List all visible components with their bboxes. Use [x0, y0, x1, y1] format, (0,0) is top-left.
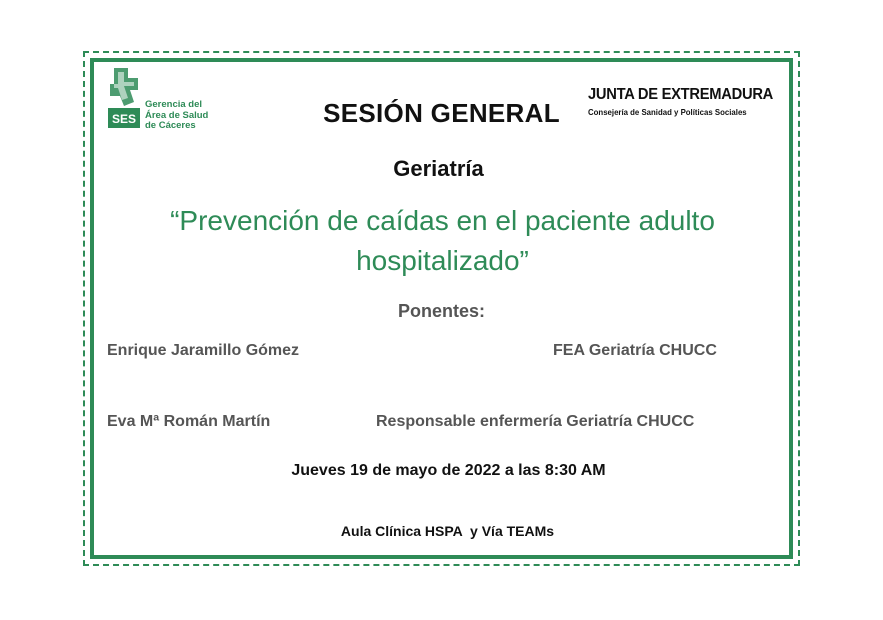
- speaker-1-role: FEA Geriatría CHUCC: [553, 342, 717, 359]
- speaker-2-name: Eva Mª Román Martín: [107, 413, 271, 430]
- gerencia-line-2: Área de Salud: [145, 109, 209, 121]
- gerencia-line-1: Gerencia del: [145, 99, 203, 110]
- speaker-2-role: Responsable enfermería Geriatría CHUCC: [376, 413, 695, 430]
- ses-abbr: SES: [111, 112, 137, 126]
- junta-title: JUNTA DE EXTREMADURA: [588, 86, 774, 103]
- session-venue-text: Aula Clínica HSPA y Vía TEAMs: [340, 523, 555, 539]
- ponentes-heading: [0, 301, 883, 322]
- ponentes-text: Ponentes:: [397, 301, 485, 321]
- session-date: [0, 462, 883, 480]
- specialty: [0, 156, 883, 182]
- session-title: [0, 98, 883, 129]
- junta-subtitle: Consejería de Sanidad y Políticas Sociales: [588, 107, 747, 117]
- session-venue: [0, 523, 883, 539]
- session-title-text: SESIÓN GENERAL: [323, 98, 560, 128]
- session-date-text: Jueves 19 de mayo de 2022 a las 8:30 AM: [291, 462, 606, 479]
- speaker-1-name: Enrique Jaramillo Gómez: [107, 342, 300, 359]
- specialty-text: Geriatría: [393, 156, 484, 181]
- talk-topic: “Prevención de caídas en el paciente adulto hospitalizado”: [170, 205, 715, 276]
- gerencia-line-3: de Cáceres: [145, 120, 196, 131]
